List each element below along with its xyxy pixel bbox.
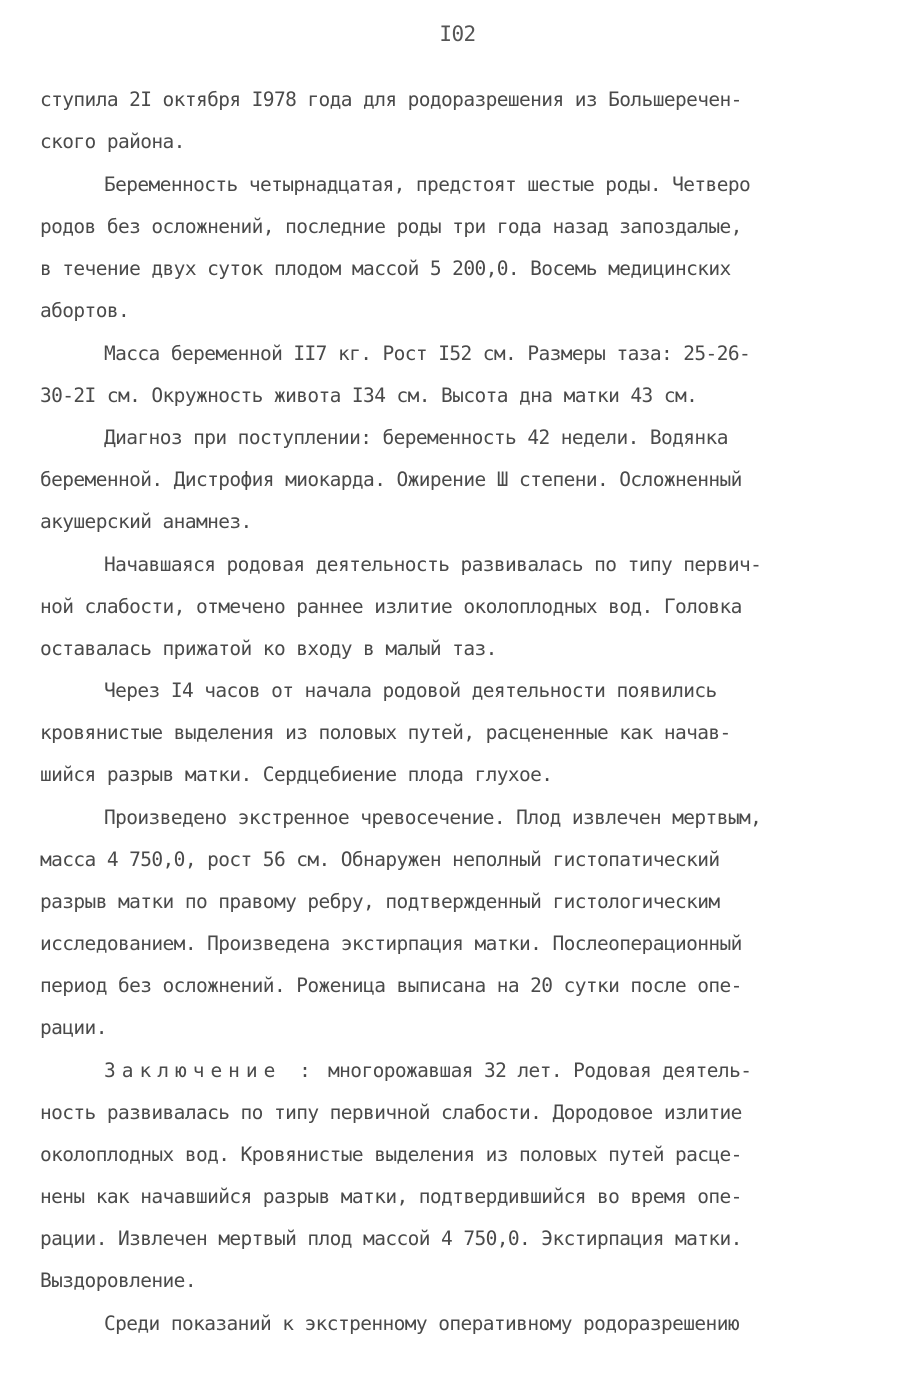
text-line: ность развивалась по типу первичной слабости. Дородовое излитие [40,1101,742,1124]
text-line: шийся разрыв матки. Сердцебиение плода глухое. [40,763,553,786]
text-line: абортов. [40,299,130,322]
text-line: нены как начавшийся разрыв матки, подтвердившийся во время опе- [40,1185,742,1208]
text-line: Выздоровление. [40,1269,196,1292]
text-line: ной слабости, отмечено раннее излитие околоплодных вод. Головка [40,595,742,618]
text-line: Масса беременной II7 кг. Рост I52 см. Размеры таза: 25-26- [104,342,751,365]
text-line: рации. Извлечен мертвый плод массой 4 750,0. Экстирпация матки. [40,1227,742,1250]
text-line: рации. [40,1016,107,1039]
text-line: Через I4 часов от начала родовой деятельности появились [104,679,717,702]
text-line: 30-2I см. Окружность живота I34 см. Высота дна матки 43 см. [40,384,698,407]
text-line: беременной. Дистрофия миокарда. Ожирение Ш степени. Осложненный [40,468,742,491]
text-line: околоплодных вод. Кровянистые выделения из половых путей расце- [40,1143,742,1166]
text-line: ступила 2I октября I978 года для родоразрешения из Большеречен- [40,88,742,111]
conclusion-line [104,1057,751,1085]
text-line: многорожавшая 32 лет. Родовая деятель- [328,1059,752,1082]
text-line: исследованием. Произведена экстирпация матки. Послеоперационный [40,932,742,955]
text-line: масса 4 750,0, рост 56 см. Обнаружен неполный гистопатический [40,848,720,871]
text-line: Диагноз при поступлении: беременность 42 недели. Водянка [104,426,728,449]
text-line: Среди показаний к экстренному оперативному родоразрешению [104,1312,739,1335]
text-line: разрыв матки по правому ребру, подтвержденный гистологическим [40,890,720,913]
text-line: акушерский анамнез. [40,510,252,533]
text-line: Начавшаяся родовая деятельность развивалась по типу первич- [104,553,762,576]
page-number: I02 [439,22,476,46]
text-line: Произведено экстренное чревосечение. Плод извлечен мертвым, [104,806,762,829]
text-line: в течение двух суток плодом массой 5 200,0. Восемь медицинских [40,257,731,280]
text-line: оставалась прижатой ко входу в малый таз. [40,637,497,660]
text-line: ского района. [40,130,185,153]
text-line: Беременность четырнадцатая, предстоят шестые роды. Четверо [104,173,751,196]
text-line: период без осложнений. Роженица выписана на 20 сутки после опе- [40,974,742,997]
conclusion-label: Заключение : [104,1059,317,1082]
text-line: родов без осложнений, последние роды три года назад запоздалые, [40,215,742,238]
text-line: кровянистые выделения из половых путей, расцененные как начав- [40,721,731,744]
